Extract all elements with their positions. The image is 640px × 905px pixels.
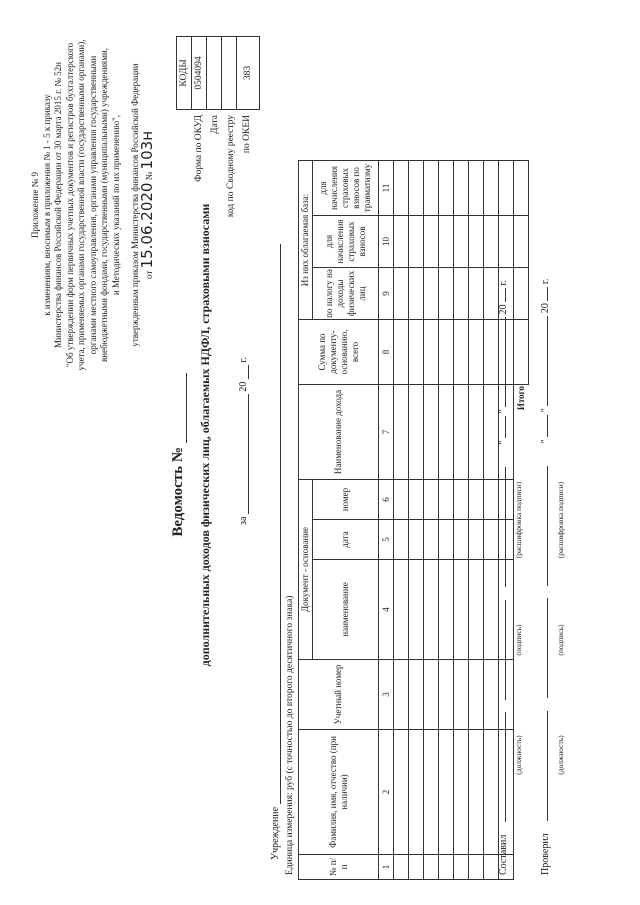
table-row[interactable] [394, 161, 409, 880]
registry-label: код по Сводному реестру [226, 115, 236, 218]
col-header-injury: для начисления страховых взносов по травматизму [313, 161, 379, 216]
document-title [170, 255, 187, 655]
checked-label: Проверил [540, 833, 551, 875]
approval-line: и Методических указаний по их применению", [110, 114, 121, 296]
decoding-caption: (расшифровка подписи) [556, 481, 565, 559]
checked-position-field[interactable] [547, 711, 548, 821]
approval-number-value: 103н [137, 131, 156, 170]
approval-line: утвержденным приказом Министерства финансов Российской Федерации [130, 63, 140, 347]
checked-year-field[interactable] [547, 287, 548, 301]
form-code: 0504094 [192, 37, 207, 110]
col-header-tax-group: Из них облагаемая база: [299, 161, 313, 320]
period-prefix: за [238, 516, 249, 525]
okei-label: по ОКЕИ [242, 115, 252, 154]
approval-line: Приложение № 9 [30, 172, 40, 238]
table-row[interactable] [454, 161, 469, 880]
col-number: 9 [379, 268, 394, 320]
col-header-ndfl: по налогу на доходы физических лиц [313, 268, 379, 320]
main-table [298, 160, 529, 880]
title-text: Ведомость № [170, 447, 186, 537]
col-header-num: № п/п [299, 855, 379, 880]
col-number: 2 [379, 730, 394, 855]
table-row[interactable] [484, 161, 499, 880]
col-number: 3 [379, 660, 394, 730]
compiled-label: Составил [498, 834, 509, 875]
compiled-year-field[interactable] [505, 288, 506, 302]
checked-signature-field[interactable] [547, 598, 548, 698]
period-year-prefix: 20 [238, 381, 249, 392]
checked-decoding-field[interactable] [547, 466, 548, 586]
title-number-field[interactable] [174, 373, 187, 443]
approval-line: учета, применяемых органами государственной власти (государственными органами), [76, 39, 86, 371]
col-header-doc-date: дата [313, 520, 379, 560]
col-header-document-group: Документ - основание [299, 480, 313, 660]
compiled-day-field[interactable] [505, 416, 506, 438]
approval-date [137, 5, 156, 405]
total-injury[interactable] [514, 161, 529, 216]
period-year-suffix: г. [238, 357, 249, 363]
okei-code: 383 [237, 37, 260, 110]
checked-day-field[interactable] [547, 415, 548, 437]
col-number: 10 [379, 216, 394, 268]
date-code-cell[interactable] [207, 37, 222, 110]
total-ndfl[interactable] [514, 268, 529, 320]
col-header-income: Наименование дохода [299, 385, 379, 480]
compiled-decoding-field[interactable] [505, 467, 506, 587]
decoding-caption: (расшифровка подписи) [514, 481, 523, 559]
unit-line: Единица измерения: руб (с точностью до второго десятичного знака) [285, 595, 295, 875]
period-year-field[interactable] [236, 365, 249, 379]
compiled-position-field[interactable] [505, 712, 506, 822]
col-number: 4 [379, 560, 394, 660]
approval-date-prefix: от [143, 270, 154, 279]
total-sum[interactable] [514, 320, 529, 385]
position-caption: (должность) [556, 735, 565, 775]
compiled-signature-row: Составил " " 20 г. [498, 279, 509, 875]
col-header-sum: Сумма по документу-основанию, всего [299, 320, 379, 385]
form-okud-label: Форма по ОКУД [194, 115, 204, 182]
col-number: 8 [379, 320, 394, 385]
date-label: Дата [210, 115, 220, 134]
col-header-name: Фамилия, имя, отчество (при наличии) [299, 730, 379, 855]
col-header-doc-name: наименование [313, 560, 379, 660]
approval-line: "Об утверждении форм первичных учетных документов и регистров бухгалтерского [64, 42, 75, 368]
total-label: Итого [515, 386, 526, 411]
col-number: 5 [379, 520, 394, 560]
signature-caption: (подпись) [556, 624, 565, 656]
period-field[interactable] [236, 394, 249, 514]
col-number: 7 [379, 385, 394, 480]
col-number: 1 [379, 855, 394, 880]
col-header-insurance: для начисления страховых взносов [313, 216, 379, 268]
compiled-month-field[interactable] [505, 317, 506, 407]
compiled-signature-field[interactable] [505, 600, 506, 700]
position-caption: (должность) [514, 735, 523, 775]
document-subtitle: дополнительных доходов физических лиц, облагаемых НДФЛ, страховыми взносами [198, 203, 212, 667]
table-row[interactable] [409, 161, 424, 880]
col-header-account: Учетный номер [299, 660, 379, 730]
approval-block [30, 5, 155, 405]
institution-line [268, 244, 281, 860]
table-row[interactable] [439, 161, 454, 880]
institution-label: Учреждение [270, 806, 281, 860]
registry-code-cell[interactable] [222, 37, 237, 110]
approval-line: органами местного самоуправления, органами управления государственными [87, 55, 98, 355]
checked-month-field[interactable] [547, 316, 548, 406]
approval-line: к изменениям, вносимым в приложения № 1 - 5 к приказу [41, 94, 52, 316]
approval-line: внебюджетными фондами, государственными (муниципальными) учреждениями, [99, 48, 109, 362]
col-number: 11 [379, 161, 394, 216]
col-header-doc-number: номер [313, 480, 379, 520]
total-insurance[interactable] [514, 216, 529, 268]
codes-table [176, 36, 260, 110]
col-number: 6 [379, 480, 394, 520]
institution-field[interactable] [268, 244, 281, 804]
approval-number-prefix: № [143, 171, 154, 181]
approval-line: Министерства финансов Российской Федерации от 30 марта 2015 г. № 52н [53, 62, 63, 348]
codes-header: КОДЫ [177, 37, 192, 110]
checked-signature-row: Проверил " " 20 г. [540, 278, 551, 875]
table-row[interactable] [469, 161, 484, 880]
approval-date-value: 15.06.2020 [137, 182, 156, 269]
signature-caption: (подпись) [514, 624, 523, 656]
table-row[interactable] [424, 161, 439, 880]
